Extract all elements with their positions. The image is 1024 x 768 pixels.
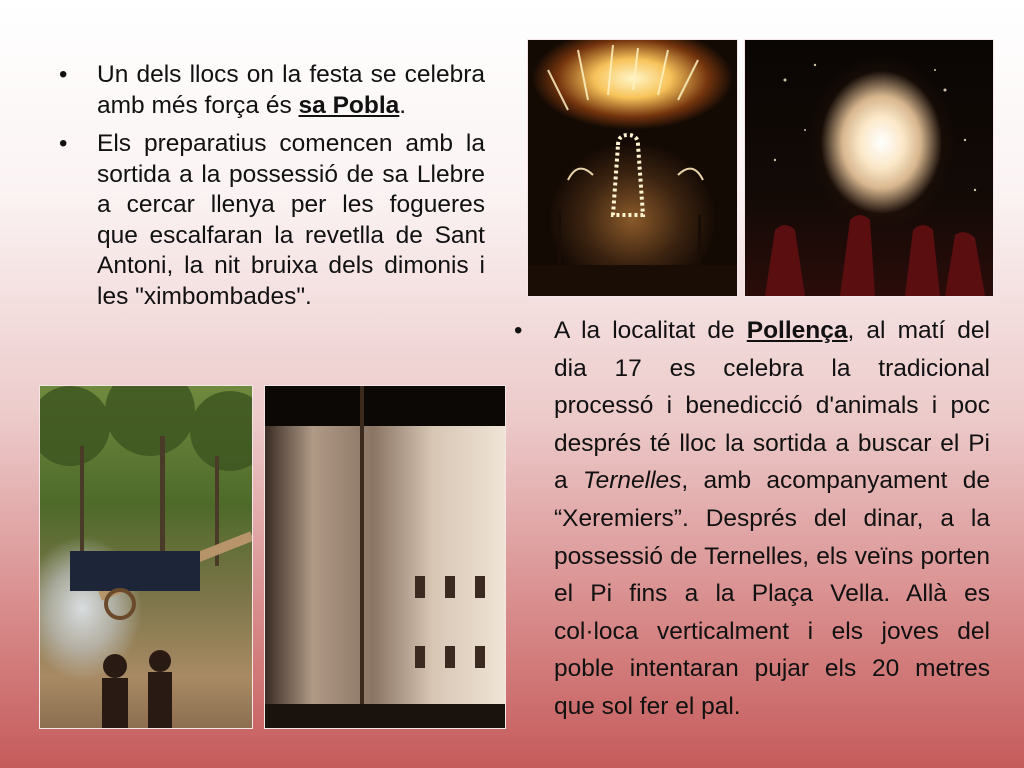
left-bullet-list [57, 60, 485, 312]
text-segment: , amb acompanyament de “Xeremiers”. Després del dinar, a la possessió de Ternelles, els veïns porten el Pi fins a la Plaça Vella. Allà es col·loca verticalment i els joves del poble intentaran pujar els 20 metres que sol fer el pal. [554, 467, 990, 720]
bullet-text [554, 317, 990, 720]
text-segment: A la localitat de [554, 317, 747, 344]
bullet-glyph: • [59, 61, 68, 88]
right-text-block [512, 312, 990, 734]
text-segment: Els preparatius comencen amb la sortida a la possessió de sa Llebre a cercar llenya per les fogueres que escalfaran la revetlla de Sant Antoni, la nit bruixa dels dimonis i les "ximbombades". [97, 130, 485, 310]
bullet-item [512, 312, 990, 726]
bullet-text [97, 130, 485, 310]
text-segment: . [399, 91, 407, 119]
right-bullet-list [512, 312, 990, 726]
bullet-glyph: • [514, 317, 523, 344]
fireworks-crowd-illustration [745, 40, 993, 296]
text-segment: , al matí del dia 17 es celebra la tradicional processó i benedicció d'animals i poc després té lloc la sortida a buscar el Pi a [554, 317, 991, 495]
left-text-block [57, 60, 485, 320]
forest-log-illustration [40, 386, 252, 728]
text-segment: Un dels llocs on la festa se celebra amb més força és [97, 61, 485, 119]
bullet-item [57, 129, 485, 312]
fireworks-bell-illustration [528, 40, 737, 296]
night-street-photo [264, 385, 506, 729]
emphasized-place-name: sa Pobla [298, 91, 400, 119]
italic-place-name: Ternelles [582, 467, 682, 495]
bullet-text [97, 61, 485, 119]
fireworks-bell-photo [527, 39, 738, 297]
night-street-illustration [265, 386, 505, 728]
bullet-item [57, 60, 485, 121]
forest-log-photo [39, 385, 253, 729]
fireworks-crowd-photo [744, 39, 994, 297]
bullet-glyph: • [59, 130, 68, 157]
emphasized-place-name: Pollença [746, 317, 848, 344]
